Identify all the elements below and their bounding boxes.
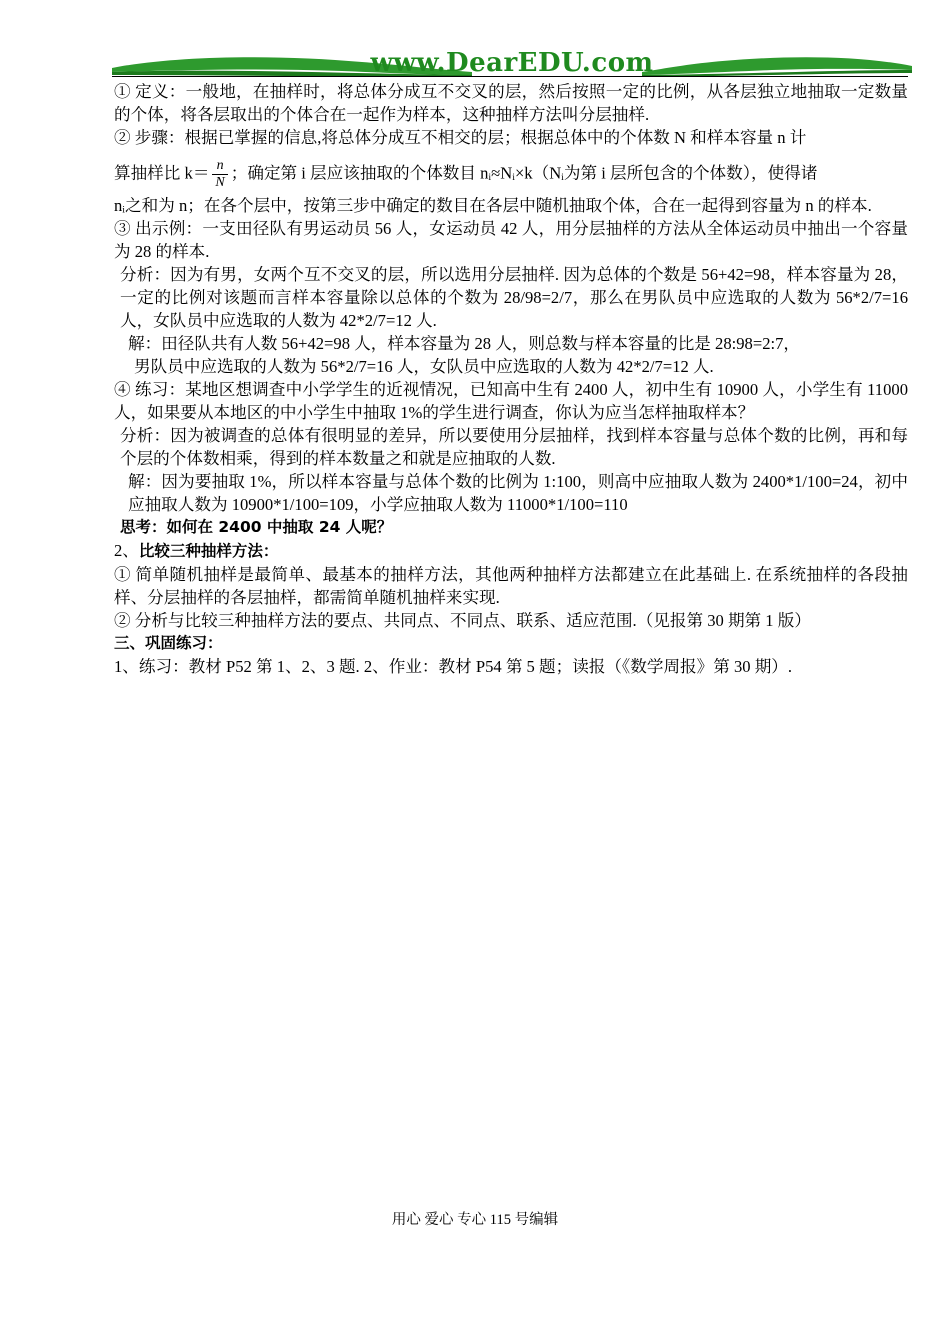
section-heading-text: 比较三种抽样方法：: [138, 542, 279, 560]
site-url-title: www.DearEDU.com: [370, 48, 654, 78]
section-heading-number: 2、: [114, 541, 139, 560]
sampling-ratio-fraction: [212, 158, 227, 191]
steps-continued-paragraph: nᵢ之和为 n；在各个层中，按第三步中确定的数目在各层中随机抽取个体，合在一起得到容量为 n 的样本.: [114, 196, 872, 215]
section-heading-practice: 三、巩固练习：: [114, 634, 223, 652]
example-solution-line2: 男队员中应选取的人数为 56*2/7=16 人，女队员中应选取的人数为 42*2/7=12 人.: [134, 357, 714, 376]
example-paragraph: ③ 出示例：一支田径队有男运动员 56 人，女运动员 42 人，用分层抽样的方法从全体运动员中抽出一个容量为 28 的样本.: [114, 219, 908, 261]
example-analysis-paragraph: 分析：因为有男，女两个互不交叉的层，所以选用分层抽样. 因为总体的个数是 56+42=98，样本容量为 28，一定的比例对该题而言样本容量除以总体的个数为 28/98=2/7，那么在男队员中应选取的人数为 56*2/7=16 人，女队员中应选取的人数为 42*2/7=12 人.: [120, 265, 908, 330]
header-rule: [112, 76, 908, 77]
sampling-ratio-paragraph: [114, 149, 908, 194]
sampling-ratio-text-b: ；确定第 i 层应该抽取的个体数目 nᵢ≈Nᵢ×k（Nᵢ为第 i 层所包含的个体数），使得诸: [230, 163, 818, 183]
fraction-numerator: n: [212, 158, 227, 175]
section-heading-compare: [114, 539, 908, 563]
compare-point-2: ② 分析与比较三种抽样方法的要点、共同点、不同点、联系、适应范围.（见报第 30 期第 1 版）: [114, 611, 811, 630]
compare-point-1: ① 简单随机抽样是最简单、最基本的抽样方法，其他两种抽样方法都建立在此基础上. 在系统抽样的各段抽样、分层抽样的各层抽样，都需简单随机抽样来实现.: [114, 565, 908, 607]
document-body: [114, 80, 908, 678]
steps-paragraph: ② 步骤：根据已掌握的信息,将总体分成互不相交的层；根据总体中的个体数 N 和样本容量 n 计: [114, 128, 807, 147]
exercise-solution-paragraph: 解：因为要抽取 1%，所以样本容量与总体个数的比例为 1:100，则高中应抽取人数为 2400*1/100=24，初中应抽取人数为 10900*1/100=109，小学应抽取人数为 11000*1/100=110: [128, 472, 908, 514]
practice-paragraph: 1、练习：教材 P52 第 1、2、3 题. 2、作业：教材 P54 第 5 题；读报（《数学周报》第 30 期）.: [114, 657, 793, 676]
exercise-analysis-paragraph: 分析：因为被调查的总体有很明显的差异，所以要使用分层抽样，找到样本容量与总体个数的比例，再和每个层的个体数相乘，得到的样本数量之和就是应抽取的人数.: [120, 426, 908, 468]
sampling-ratio-text-a: 算抽样比 k＝: [114, 163, 210, 183]
exercise-paragraph: ④ 练习：某地区想调查中小学学生的近视情况，已知高中生有 2400 人，初中生有 10900 人，小学生有 11000 人，如果要从本地区的中小学生中抽取 1%的学生进行调查，你认为应当怎样抽取样本？: [114, 380, 908, 422]
thinking-question: 思考：如何在 2400 中抽取 24 人呢？: [120, 518, 393, 536]
definition-paragraph: ① 定义：一般地，在抽样时，将总体分成互不交叉的层，然后按照一定的比例，从各层独立地抽取一定数量的个体，将各层取出的个体合在一起作为样本，这种抽样方法叫分层抽样.: [114, 82, 908, 124]
fraction-denominator: N: [215, 175, 225, 190]
example-solution-line1: 解：田径队共有人数 56+42=98 人，样本容量为 28 人，则总数与样本容量的比是 28:98=2:7，: [128, 334, 801, 353]
page-footer: 用心 爱心 专心 115 号编辑: [391, 1212, 559, 1228]
